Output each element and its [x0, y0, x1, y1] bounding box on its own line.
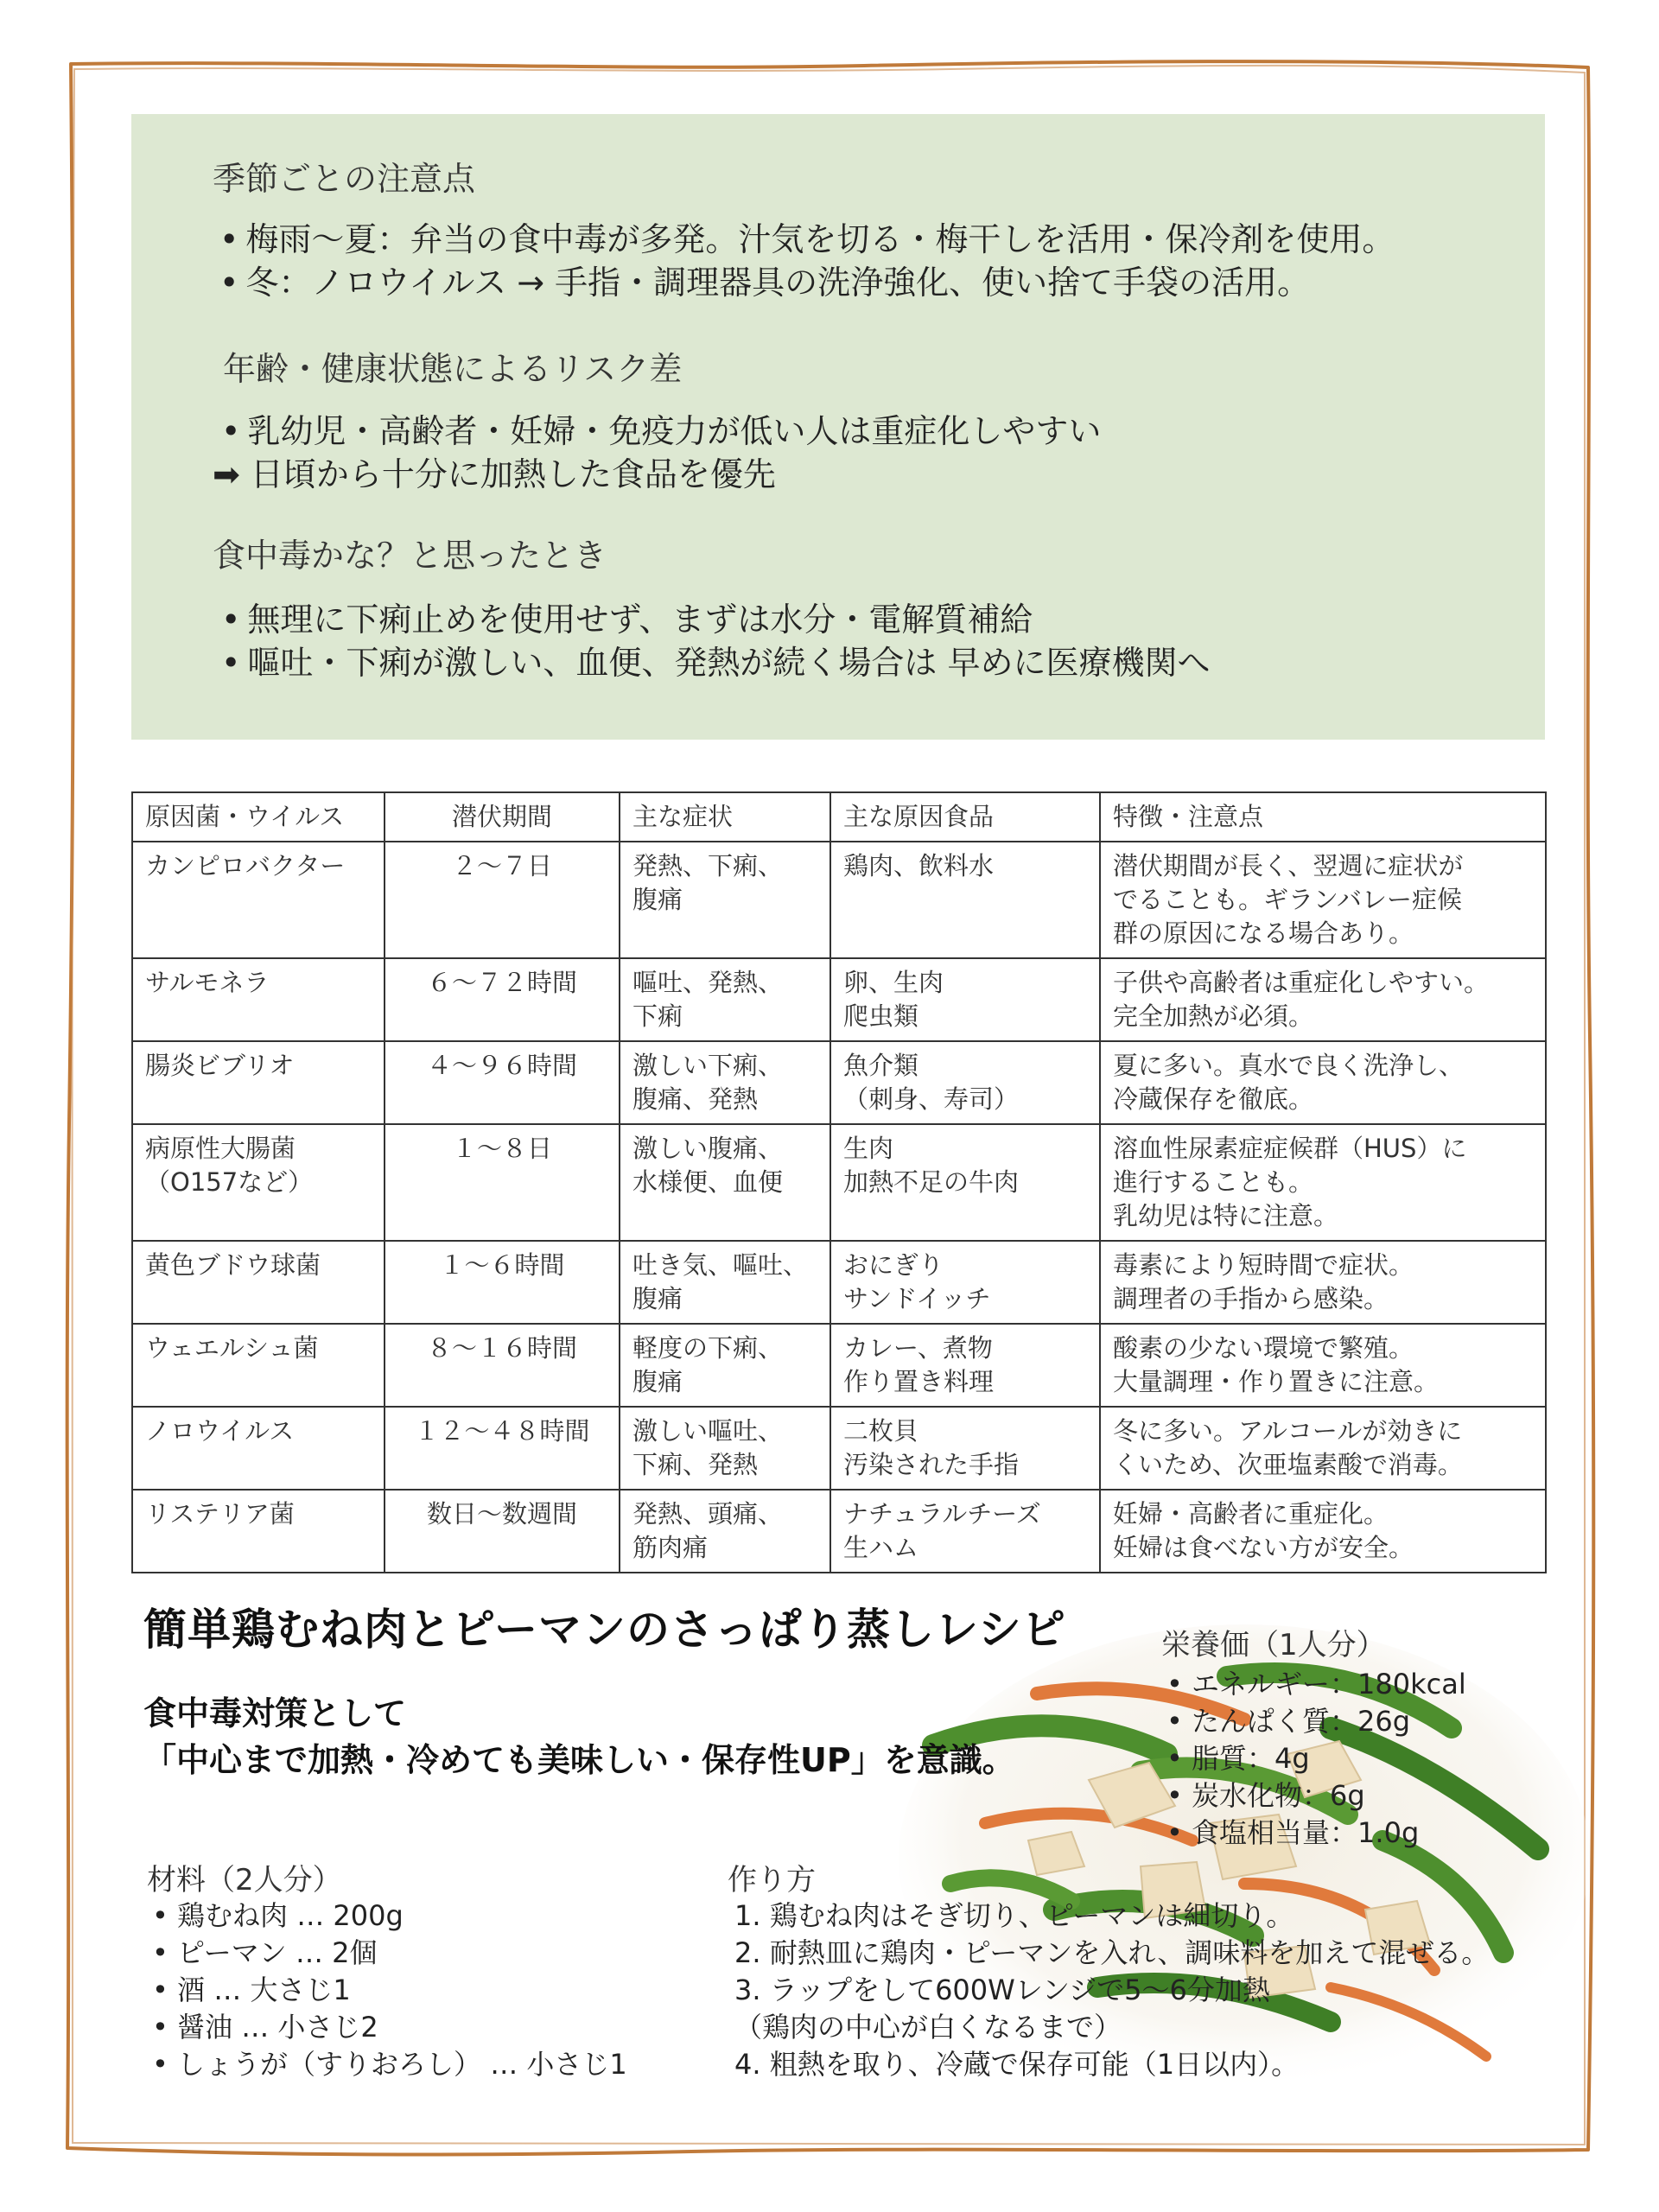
- bullet-icon: •: [152, 1936, 178, 1969]
- cell-pathogen: [132, 1324, 385, 1407]
- cell-foods-line: カレー、煮物: [843, 1333, 993, 1363]
- bullet-icon: •: [1166, 1705, 1192, 1738]
- cell-notes-line: 酸素の少ない環境で繁殖。: [1113, 1333, 1414, 1363]
- bullet-icon: •: [152, 1974, 178, 2006]
- cell-notes-line: 夏に多い。真水で良く洗浄し、: [1113, 1051, 1465, 1080]
- cell-notes-line: 子供や高齢者は重症化しやすい。: [1113, 968, 1490, 997]
- cell-symptoms: [620, 1324, 830, 1407]
- table-row: [132, 1041, 1546, 1124]
- seasonal-title: 季節ごとの注意点: [213, 160, 476, 198]
- suspect-item-1: • 無理に下痢止めを使用せず、まずは水分・電解質補給: [221, 593, 1033, 640]
- cell-notes-line: 妊婦・高齢者に重症化。: [1113, 1499, 1389, 1529]
- cell-notes-line: 妊婦は食べない方が安全。: [1113, 1533, 1414, 1562]
- step-item: [734, 1894, 1294, 1934]
- cell-symptoms-line: 下痢: [632, 1001, 683, 1031]
- table-row: [132, 1324, 1546, 1407]
- risk-item: • 乳幼児・高齢者・妊婦・免疫力が低い人は重症化しやすい: [221, 404, 1101, 452]
- cell-notes-line: 進行することも。: [1113, 1167, 1314, 1197]
- cell-foods-line: おにぎり: [843, 1250, 944, 1280]
- bullet-icon: •: [1166, 1816, 1192, 1849]
- cell-symptoms-line: 腹痛: [632, 1367, 683, 1396]
- step-text: 3. ラップをして600Wレンジで5〜6分加熱: [734, 1974, 1270, 2006]
- cell-pathogen: [132, 958, 385, 1041]
- recipe-title: 簡単鶏むね肉とピーマンのさっぱり蒸しレシピ: [143, 1605, 1066, 1655]
- bullet-icon: •: [152, 2011, 178, 2044]
- cell-notes-line: 溶血性尿素症症候群（HUS）に: [1113, 1134, 1467, 1163]
- nutrition-item: [1166, 1811, 1419, 1851]
- header-foods: 主な原因食品: [830, 792, 1100, 842]
- cell-symptoms: [620, 842, 830, 958]
- cell-notes: [1100, 1124, 1546, 1241]
- table-row: [132, 958, 1546, 1041]
- cell-foods: [830, 1124, 1100, 1241]
- steps-title: 作り方: [728, 1863, 816, 1897]
- header-pathogen: 原因菌・ウイルス: [132, 792, 385, 842]
- ingredient-text: しょうが（すりおろし） … 小さじ1: [177, 2048, 627, 2081]
- cell-notes-line: でることも。ギランバレー症候: [1113, 885, 1462, 914]
- bullet-icon: •: [152, 1899, 178, 1932]
- cell-notes-line: 乳幼児は特に注意。: [1113, 1201, 1339, 1230]
- cell-foods-line: 生ハム: [843, 1533, 919, 1562]
- cell-notes: [1100, 842, 1546, 958]
- cell-symptoms-line: 下痢、発熱: [632, 1450, 759, 1479]
- cell-incubation: １２〜４８時間: [385, 1407, 620, 1490]
- bullet-icon: •: [1166, 1779, 1192, 1812]
- risk-arrow-line: ➡ 日頃から十分に加熱した食品を優先: [213, 455, 776, 493]
- seasonal-item-2: • 冬：ノロウイルス → 手指・調理器具の洗浄強化、使い捨て手袋の活用。: [219, 256, 1310, 303]
- cell-pathogen: [132, 1407, 385, 1490]
- seasonal-item-1: • 梅雨〜夏：弁当の食中毒が多発。汁気を切る・梅干しを活用・保冷剤を使用。: [219, 213, 1395, 260]
- risk-title: 年齢・健康状態によるリスク差: [223, 350, 683, 388]
- cell-incubation: １〜８日: [385, 1124, 620, 1241]
- cell-notes: [1100, 1041, 1546, 1124]
- nutrition-text: エネルギー：180kcal: [1192, 1668, 1466, 1700]
- nutrition-text: 食塩相当量：1.0g: [1192, 1816, 1420, 1849]
- ingredient-item: [152, 1894, 404, 1934]
- cell-pathogen: [132, 842, 385, 958]
- cell-symptoms: [620, 1407, 830, 1490]
- cell-foods-line: 爬虫類: [843, 1001, 919, 1031]
- table-row: [132, 842, 1546, 958]
- suspect-item-2: • 嘔吐・下痢が激しい、血便、発熱が続く場合は 早めに医療機関へ: [221, 636, 1211, 683]
- table-row: [132, 1490, 1546, 1573]
- cell-pathogen: [132, 1041, 385, 1124]
- cell-pathogen-line: 病原性大腸菌: [145, 1134, 296, 1163]
- recipe-subtitle-2: 「中心まで加熱・冷めても美味しい・保存性UP」を意識。: [143, 1741, 1015, 1779]
- cell-notes-line: 潜伏期間が長く、翌週に症状が: [1113, 851, 1464, 880]
- cell-foods: [830, 1241, 1100, 1324]
- cell-incubation: １〜６時間: [385, 1241, 620, 1324]
- nutrition-text: 炭水化物：6g: [1192, 1779, 1365, 1812]
- cell-pathogen-line: サルモネラ: [145, 968, 270, 997]
- cell-notes-line: 調理者の手指から感染。: [1113, 1284, 1389, 1313]
- table-row: [132, 1241, 1546, 1324]
- cell-foods: [830, 958, 1100, 1041]
- cell-notes: [1100, 958, 1546, 1041]
- nutrition-item: [1166, 1737, 1310, 1777]
- step-text: 2. 耐熱皿に鶏肉・ピーマンを入れ、調味料を加えて混ぜる。: [734, 1936, 1490, 1969]
- cell-notes-line: 群の原因になる場合あり。: [1113, 918, 1414, 948]
- cell-notes-line: 大量調理・作り置きに注意。: [1113, 1367, 1440, 1396]
- ingredient-text: 醤油 … 小さじ2: [177, 2011, 378, 2044]
- cell-symptoms-line: 腹痛: [632, 1284, 683, 1313]
- step-text: （鶏肉の中心が白くなるまで）: [734, 2011, 1122, 2044]
- cell-symptoms: [620, 1490, 830, 1573]
- cell-symptoms-line: 激しい嘔吐、: [632, 1416, 784, 1446]
- cell-foods-line: 作り置き料理: [843, 1367, 995, 1396]
- ingredient-text: 鶏むね肉 … 200g: [177, 1899, 404, 1932]
- header-notes: 特徴・注意点: [1100, 792, 1546, 842]
- cell-symptoms-line: 激しい下痢、: [632, 1051, 784, 1080]
- nutrition-text: たんぱく質：26g: [1192, 1705, 1411, 1738]
- step-text: 4. 粗熱を取り、冷蔵で保存可能（1日以内）。: [734, 2048, 1300, 2081]
- cell-foods: [830, 1324, 1100, 1407]
- cell-notes-line: 冷蔵保存を徹底。: [1113, 1084, 1314, 1114]
- step-text: 1. 鶏むね肉はそぎ切り、ピーマンは細切り。: [734, 1899, 1294, 1932]
- cell-foods-line: 卵、生肉: [843, 968, 944, 997]
- step-item: [734, 2043, 1299, 2082]
- cell-symptoms-line: 筋肉痛: [632, 1533, 709, 1562]
- table-row: [132, 1124, 1546, 1241]
- header-incubation: 潜伏期間: [385, 792, 620, 842]
- cell-incubation: ２〜７日: [385, 842, 620, 958]
- table-row: [132, 1407, 1546, 1490]
- cell-foods-line: 汚染された手指: [843, 1450, 1020, 1479]
- cell-foods-line: 魚介類: [843, 1051, 919, 1080]
- cell-symptoms-line: 発熱、下痢、: [632, 851, 784, 880]
- cell-symptoms: [620, 1241, 830, 1324]
- cell-pathogen: [132, 1490, 385, 1573]
- cell-pathogen-line: ウェエルシュ菌: [145, 1333, 319, 1363]
- cell-symptoms-line: 腹痛: [632, 885, 683, 914]
- cell-foods-line: （刺身、寿司）: [843, 1084, 1020, 1114]
- cell-symptoms: [620, 1041, 830, 1124]
- cell-foods: [830, 842, 1100, 958]
- cell-pathogen-line: ノロウイルス: [145, 1416, 295, 1446]
- cell-foods-line: ナチュラルチーズ: [843, 1499, 1041, 1529]
- cell-incubation: ６〜７２時間: [385, 958, 620, 1041]
- cell-notes-line: 毒素により短時間で症状。: [1113, 1250, 1414, 1280]
- ingredient-item: [152, 1931, 377, 1971]
- recipe-subtitle-1: 食中毒対策として: [143, 1694, 407, 1732]
- cell-pathogen-line: カンピロバクター: [145, 851, 346, 880]
- cell-symptoms-line: 腹痛、発熱: [632, 1084, 759, 1114]
- cell-notes: [1100, 1324, 1546, 1407]
- ingredients-title: 材料（2人分）: [147, 1863, 342, 1897]
- cell-incubation: ４〜９６時間: [385, 1041, 620, 1124]
- cell-pathogen: [132, 1124, 385, 1241]
- cell-incubation: ８〜１６時間: [385, 1324, 620, 1407]
- cell-foods-line: 加熱不足の牛肉: [843, 1167, 1020, 1197]
- cell-foods: [830, 1490, 1100, 1573]
- bullet-icon: •: [1166, 1668, 1192, 1700]
- cell-foods-line: サンドイッチ: [843, 1284, 991, 1313]
- ingredient-item: [152, 1968, 351, 2008]
- cell-symptoms-line: 吐き気、嘔吐、: [632, 1250, 809, 1280]
- nutrition-title: 栄養価（1人分）: [1161, 1628, 1386, 1662]
- bullet-icon: •: [1166, 1742, 1192, 1775]
- cell-symptoms-line: 水様便、血便: [632, 1167, 784, 1197]
- cell-pathogen-line: 腸炎ビブリオ: [145, 1051, 295, 1080]
- cell-incubation: 数日〜数週間: [385, 1490, 620, 1573]
- cell-foods-line: 生肉: [843, 1134, 894, 1163]
- nutrition-item: [1166, 1774, 1365, 1814]
- step-item: [734, 1931, 1489, 1971]
- step-item: [734, 1968, 1270, 2008]
- pathogen-table: [131, 791, 1547, 1573]
- ingredient-text: 酒 … 大さじ1: [177, 1974, 351, 2006]
- cell-pathogen-line: （O157など）: [145, 1167, 314, 1197]
- cell-notes-line: 冬に多い。アルコールが効きに: [1113, 1416, 1463, 1446]
- nutrition-item: [1166, 1662, 1466, 1702]
- table-header-row: [132, 792, 1546, 842]
- cell-pathogen: [132, 1241, 385, 1324]
- cell-symptoms: [620, 958, 830, 1041]
- ingredient-item: [152, 2005, 378, 2045]
- cell-pathogen-line: リステリア菌: [145, 1499, 295, 1529]
- cell-symptoms: [620, 1124, 830, 1241]
- bullet-icon: •: [152, 2048, 178, 2081]
- cell-notes-line: 完全加熱が必須。: [1113, 1001, 1314, 1031]
- ingredient-item: [152, 2043, 627, 2082]
- cell-notes: [1100, 1407, 1546, 1490]
- header-symptoms: 主な症状: [620, 792, 830, 842]
- nutrition-item: [1166, 1700, 1410, 1739]
- cell-symptoms-line: 嘔吐、発熱、: [632, 968, 784, 997]
- cell-symptoms-line: 軽度の下痢、: [632, 1333, 784, 1363]
- step-item: [734, 2005, 1122, 2045]
- cell-notes-line: くいため、次亜塩素酸で消毒。: [1113, 1450, 1463, 1479]
- cell-notes: [1100, 1490, 1546, 1573]
- cell-foods-line: 鶏肉、飲料水: [843, 851, 995, 880]
- nutrition-text: 脂質：4g: [1192, 1742, 1310, 1775]
- cell-symptoms-line: 発熱、頭痛、: [632, 1499, 784, 1529]
- cell-pathogen-line: 黄色ブドウ球菌: [145, 1250, 321, 1280]
- ingredient-text: ピーマン … 2個: [177, 1936, 378, 1969]
- cell-foods: [830, 1041, 1100, 1124]
- cell-notes: [1100, 1241, 1546, 1324]
- suspect-title: 食中毒かな？と思ったとき: [213, 537, 607, 575]
- cell-foods: [830, 1407, 1100, 1490]
- cell-symptoms-line: 激しい腹痛、: [632, 1134, 784, 1163]
- cell-foods-line: 二枚貝: [843, 1416, 919, 1446]
